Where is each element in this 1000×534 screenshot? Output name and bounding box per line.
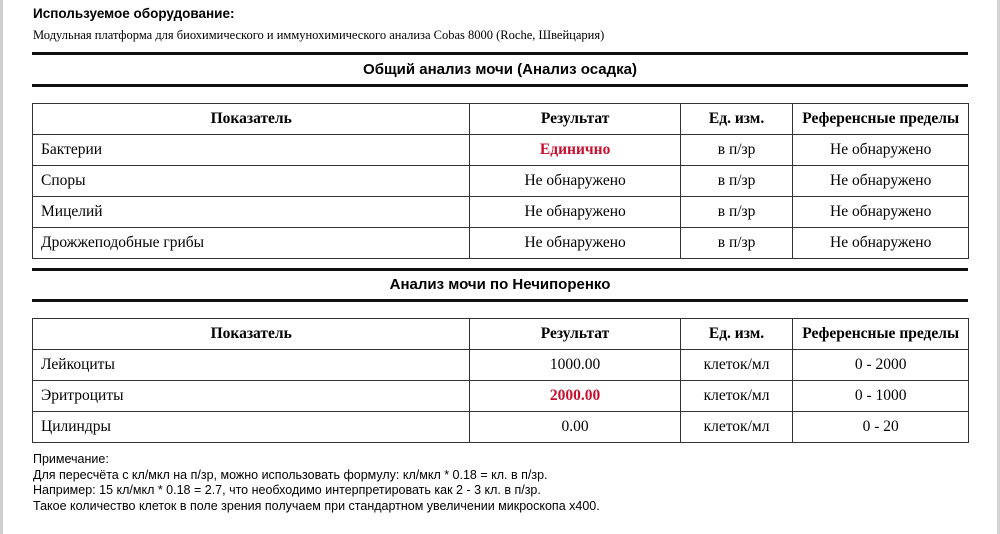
section-rule-bottom (32, 84, 968, 87)
equipment-title: Используемое оборудование: (33, 6, 235, 21)
header-reference: Референсные пределы (793, 104, 969, 135)
header-result: Результат (470, 104, 680, 135)
table-row (33, 135, 969, 166)
section-rule-top (32, 268, 968, 271)
row-reference: 0 - 1000 (793, 381, 969, 412)
table-row (33, 412, 969, 443)
row-unit: клеток/мл (680, 412, 793, 443)
row-unit: в п/зр (680, 228, 793, 259)
table-row (33, 381, 969, 412)
row-result: 1000.00 (470, 350, 680, 381)
section-title-sediment: Общий анализ мочи (Анализ осадка) (363, 61, 637, 78)
table-header-row (33, 319, 969, 350)
row-reference: Не обнаружено (793, 197, 969, 228)
row-unit: клеток/мл (680, 381, 793, 412)
row-unit: клеток/мл (680, 350, 793, 381)
row-indicator: Лейкоциты (33, 350, 470, 381)
header-result: Результат (470, 319, 680, 350)
note-block (33, 452, 600, 514)
row-indicator: Бактерии (33, 135, 470, 166)
row-unit: в п/зр (680, 197, 793, 228)
note-line: Такое количество клеток в поле зрения получаем при стандартном увеличении микроскопа x400. (33, 498, 600, 513)
row-reference: Не обнаружено (793, 166, 969, 197)
row-indicator: Цилиндры (33, 412, 470, 443)
equipment-text: Модульная платформа для биохимического и иммунохимического анализа Cobas 8000 (Roche, Швейцария) (33, 28, 605, 42)
page-edge-left (0, 0, 3, 534)
row-reference: 0 - 20 (793, 412, 969, 443)
row-result: Не обнаружено (470, 197, 680, 228)
header-indicator: Показатель (33, 319, 470, 350)
header-unit: Ед. изм. (680, 319, 793, 350)
sediment-table (32, 103, 969, 259)
section-title-nechiporenko: Анализ мочи по Нечипоренко (389, 276, 611, 293)
row-result: Не обнаружено (470, 228, 680, 259)
row-result-flagged: Единично (470, 135, 680, 166)
note-line: Для пересчёта с кл/мкл на п/зр, можно использовать формулу: кл/мкл * 0.18 = кл. в п/зр. (33, 467, 548, 482)
header-unit: Ед. изм. (680, 104, 793, 135)
row-reference: 0 - 2000 (793, 350, 969, 381)
table-row (33, 166, 969, 197)
table-header-row (33, 104, 969, 135)
row-unit: в п/зр (680, 135, 793, 166)
section-rule-top (32, 52, 968, 55)
row-result: 0.00 (470, 412, 680, 443)
table-row (33, 197, 969, 228)
row-indicator: Мицелий (33, 197, 470, 228)
row-reference: Не обнаружено (793, 135, 969, 166)
section-rule-bottom (32, 299, 968, 302)
table-row (33, 228, 969, 259)
note-line: Например: 15 кл/мкл * 0.18 = 2.7, что необходимо интерпретировать как 2 - 3 кл. в п/зр. (33, 483, 541, 497)
row-result-flagged: 2000.00 (470, 381, 680, 412)
row-unit: в п/зр (680, 166, 793, 197)
note-title: Примечание: (33, 452, 109, 466)
table-row (33, 350, 969, 381)
header-reference: Референсные пределы (793, 319, 969, 350)
nechiporenko-table (32, 318, 969, 443)
row-indicator: Дрожжеподобные грибы (33, 228, 470, 259)
row-reference: Не обнаружено (793, 228, 969, 259)
row-indicator: Споры (33, 166, 470, 197)
row-indicator: Эритроциты (33, 381, 470, 412)
row-result: Не обнаружено (470, 166, 680, 197)
header-indicator: Показатель (33, 104, 470, 135)
